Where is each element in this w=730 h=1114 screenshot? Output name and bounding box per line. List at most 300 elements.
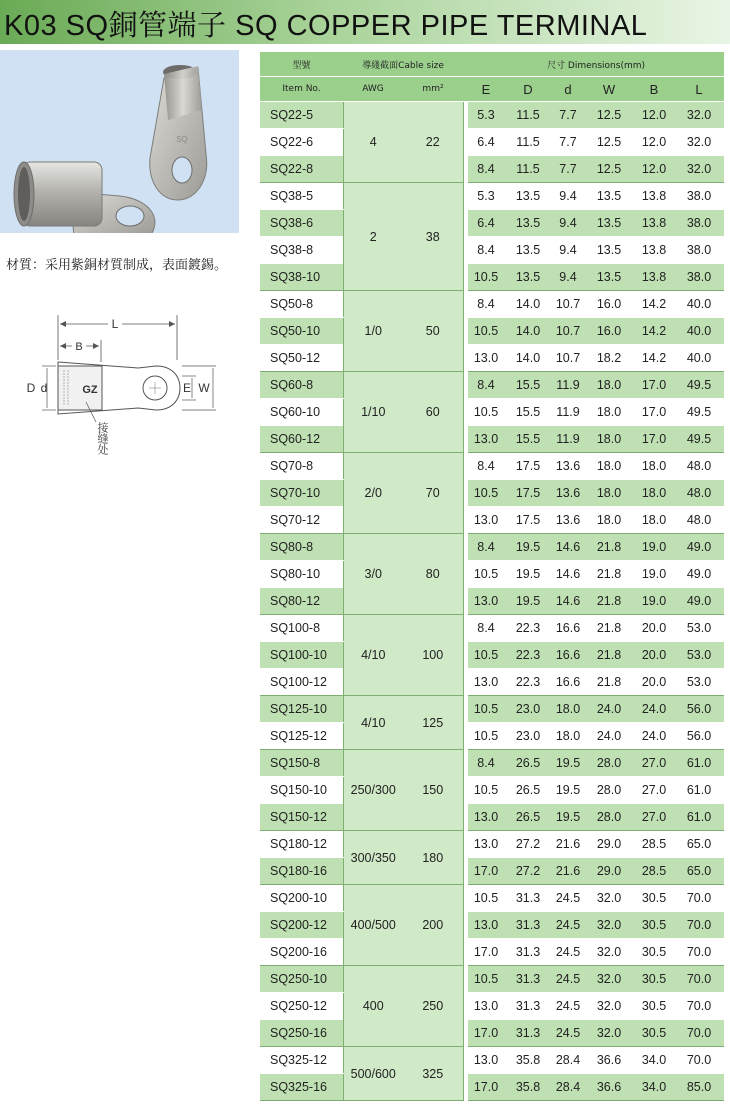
awg-cell: 4/10 bbox=[343, 615, 403, 696]
dim-e-value: 8.4 bbox=[468, 156, 504, 183]
dim-d-small-value: 11.9 bbox=[552, 399, 584, 426]
dim-d-value: 19.5 bbox=[504, 534, 552, 561]
mm2-cell: 250 bbox=[403, 966, 463, 1047]
dim-e-value: 6.4 bbox=[468, 129, 504, 156]
dim-d-value: 22.3 bbox=[504, 615, 552, 642]
header-b: B bbox=[634, 77, 674, 102]
table-row bbox=[260, 993, 724, 1020]
table-row bbox=[260, 534, 724, 561]
dim-d-small-value: 11.9 bbox=[552, 426, 584, 453]
page-title: K03 SQ銅管端子 SQ COPPER PIPE TERMINAL bbox=[4, 10, 648, 42]
dim-b-value: 18.0 bbox=[634, 507, 674, 534]
table-row bbox=[260, 561, 724, 588]
dim-d-value: 31.3 bbox=[504, 912, 552, 939]
table-row bbox=[260, 399, 724, 426]
item-number: SQ80-10 bbox=[260, 561, 343, 588]
item-number: SQ60-12 bbox=[260, 426, 343, 453]
dim-b-value: 30.5 bbox=[634, 885, 674, 912]
dim-d-small-value: 7.7 bbox=[552, 129, 584, 156]
dim-l-value: 38.0 bbox=[674, 183, 724, 210]
table-row bbox=[260, 615, 724, 642]
dim-w-value: 13.5 bbox=[584, 264, 634, 291]
awg-cell: 400/500 bbox=[343, 885, 403, 966]
dim-d-small-value: 28.4 bbox=[552, 1074, 584, 1101]
dim-d-value: 23.0 bbox=[504, 723, 552, 750]
dim-w-value: 32.0 bbox=[584, 885, 634, 912]
dim-w-value: 29.0 bbox=[584, 858, 634, 885]
dim-b-value: 18.0 bbox=[634, 453, 674, 480]
dim-d-small-value: 24.5 bbox=[552, 966, 584, 993]
dim-l-value: 53.0 bbox=[674, 669, 724, 696]
table-row bbox=[260, 912, 724, 939]
dim-l-value: 48.0 bbox=[674, 507, 724, 534]
dim-w-value: 18.0 bbox=[584, 399, 634, 426]
dim-b-value: 30.5 bbox=[634, 912, 674, 939]
dim-l-value: 65.0 bbox=[674, 831, 724, 858]
dim-d-small-value: 24.5 bbox=[552, 1020, 584, 1047]
dim-b-value: 13.8 bbox=[634, 264, 674, 291]
dim-d-small-value: 21.6 bbox=[552, 858, 584, 885]
dim-e-value: 10.5 bbox=[468, 399, 504, 426]
dim-d-small-value: 18.0 bbox=[552, 696, 584, 723]
dim-w-value: 32.0 bbox=[584, 912, 634, 939]
dim-d-small-value: 19.5 bbox=[552, 777, 584, 804]
table-row bbox=[260, 939, 724, 966]
dim-d-small-value: 14.6 bbox=[552, 561, 584, 588]
table-row bbox=[260, 642, 724, 669]
dim-w-value: 24.0 bbox=[584, 723, 634, 750]
dim-l-value: 61.0 bbox=[674, 777, 724, 804]
dim-e-value: 8.4 bbox=[468, 291, 504, 318]
item-number: SQ125-10 bbox=[260, 696, 343, 723]
dim-w-value: 32.0 bbox=[584, 993, 634, 1020]
table-row bbox=[260, 966, 724, 993]
item-number: SQ22-8 bbox=[260, 156, 343, 183]
dim-b-value: 18.0 bbox=[634, 480, 674, 507]
dim-d-value: 15.5 bbox=[504, 399, 552, 426]
item-number: SQ80-12 bbox=[260, 588, 343, 615]
table-row bbox=[260, 831, 724, 858]
item-number: SQ180-16 bbox=[260, 858, 343, 885]
table-row bbox=[260, 588, 724, 615]
table-row bbox=[260, 318, 724, 345]
dim-d-small-value: 21.6 bbox=[552, 831, 584, 858]
dim-w-value: 21.8 bbox=[584, 669, 634, 696]
table-row bbox=[260, 480, 724, 507]
dim-b-value: 28.5 bbox=[634, 858, 674, 885]
table-row bbox=[260, 723, 724, 750]
table-row bbox=[260, 102, 724, 129]
dim-w-value: 12.5 bbox=[584, 156, 634, 183]
engraving-text: SQ bbox=[176, 135, 188, 144]
dim-w-value: 13.5 bbox=[584, 237, 634, 264]
item-number: SQ50-10 bbox=[260, 318, 343, 345]
title-banner bbox=[0, 0, 730, 44]
dim-b-value: 14.2 bbox=[634, 345, 674, 372]
dim-b-value: 28.5 bbox=[634, 831, 674, 858]
table-row bbox=[260, 129, 724, 156]
mm2-cell: 200 bbox=[403, 885, 463, 966]
dim-b-value: 24.0 bbox=[634, 723, 674, 750]
item-number: SQ70-10 bbox=[260, 480, 343, 507]
item-number: SQ250-12 bbox=[260, 993, 343, 1020]
dim-e-value: 6.4 bbox=[468, 210, 504, 237]
dim-w-value: 21.8 bbox=[584, 534, 634, 561]
dim-w-value: 32.0 bbox=[584, 1020, 634, 1047]
dim-b-value: 27.0 bbox=[634, 777, 674, 804]
dim-w-value: 21.8 bbox=[584, 615, 634, 642]
dim-b-value: 24.0 bbox=[634, 696, 674, 723]
item-number: SQ180-12 bbox=[260, 831, 343, 858]
dim-w-value: 28.0 bbox=[584, 777, 634, 804]
dim-l-value: 49.0 bbox=[674, 588, 724, 615]
item-number: SQ60-10 bbox=[260, 399, 343, 426]
dim-w-value: 18.0 bbox=[584, 453, 634, 480]
dim-w-value: 13.5 bbox=[584, 183, 634, 210]
dim-b-value: 27.0 bbox=[634, 750, 674, 777]
dim-d-value: 22.3 bbox=[504, 669, 552, 696]
dim-d-value: 11.5 bbox=[504, 156, 552, 183]
dim-w-value: 13.5 bbox=[584, 210, 634, 237]
dim-d-value: 26.5 bbox=[504, 804, 552, 831]
dim-l-value: 65.0 bbox=[674, 858, 724, 885]
header-item-en: Item No. bbox=[260, 77, 343, 102]
dim-d-small-value: 28.4 bbox=[552, 1047, 584, 1074]
table-row bbox=[260, 426, 724, 453]
dim-l-value: 85.0 bbox=[674, 1074, 724, 1101]
label-d-inner: d bbox=[40, 381, 48, 395]
item-number: SQ100-8 bbox=[260, 615, 343, 642]
table-row bbox=[260, 750, 724, 777]
dim-b-value: 17.0 bbox=[634, 426, 674, 453]
awg-cell: 1/0 bbox=[343, 291, 403, 372]
dim-b-value: 20.0 bbox=[634, 615, 674, 642]
label-e: E bbox=[182, 381, 192, 395]
dim-l-value: 49.5 bbox=[674, 372, 724, 399]
dim-d-small-value: 7.7 bbox=[552, 102, 584, 129]
table-row bbox=[260, 183, 724, 210]
mm2-cell: 22 bbox=[403, 102, 463, 183]
dim-l-value: 56.0 bbox=[674, 723, 724, 750]
dim-d-small-value: 10.7 bbox=[552, 291, 584, 318]
dim-d-value: 11.5 bbox=[504, 102, 552, 129]
awg-cell: 1/10 bbox=[343, 372, 403, 453]
spec-table bbox=[260, 52, 724, 1101]
item-number: SQ38-5 bbox=[260, 183, 343, 210]
dim-d-small-value: 18.0 bbox=[552, 723, 584, 750]
dim-d-value: 13.5 bbox=[504, 183, 552, 210]
dim-d-value: 15.5 bbox=[504, 426, 552, 453]
mm2-cell: 80 bbox=[403, 534, 463, 615]
dim-b-value: 13.8 bbox=[634, 210, 674, 237]
item-number: SQ70-12 bbox=[260, 507, 343, 534]
awg-cell: 250/300 bbox=[343, 750, 403, 831]
dim-e-value: 8.4 bbox=[468, 534, 504, 561]
table-row bbox=[260, 210, 724, 237]
table-row bbox=[260, 507, 724, 534]
dim-w-value: 36.6 bbox=[584, 1047, 634, 1074]
spec-table-body bbox=[260, 102, 724, 1101]
dim-e-value: 10.5 bbox=[468, 318, 504, 345]
dim-l-value: 48.0 bbox=[674, 453, 724, 480]
dim-b-value: 14.2 bbox=[634, 318, 674, 345]
item-number: SQ50-12 bbox=[260, 345, 343, 372]
dim-w-value: 32.0 bbox=[584, 939, 634, 966]
dim-d-small-value: 19.5 bbox=[552, 750, 584, 777]
dim-b-value: 19.0 bbox=[634, 588, 674, 615]
dim-l-value: 38.0 bbox=[674, 237, 724, 264]
dim-d-value: 27.2 bbox=[504, 831, 552, 858]
dim-d-value: 14.0 bbox=[504, 318, 552, 345]
dim-e-value: 13.0 bbox=[468, 669, 504, 696]
dim-d-value: 31.3 bbox=[504, 885, 552, 912]
item-number: SQ80-8 bbox=[260, 534, 343, 561]
item-number: SQ22-5 bbox=[260, 102, 343, 129]
dim-d-small-value: 13.6 bbox=[552, 480, 584, 507]
awg-cell: 300/350 bbox=[343, 831, 403, 885]
dim-b-value: 34.0 bbox=[634, 1074, 674, 1101]
header-w: W bbox=[584, 77, 634, 102]
item-number: SQ100-10 bbox=[260, 642, 343, 669]
dim-w-value: 24.0 bbox=[584, 696, 634, 723]
dim-d-value: 31.3 bbox=[504, 993, 552, 1020]
label-w: W bbox=[198, 381, 210, 395]
item-number: SQ325-16 bbox=[260, 1074, 343, 1101]
dim-w-value: 28.0 bbox=[584, 804, 634, 831]
dim-l-value: 40.0 bbox=[674, 318, 724, 345]
mm2-cell: 180 bbox=[403, 831, 463, 885]
table-row bbox=[260, 237, 724, 264]
dim-d-small-value: 10.7 bbox=[552, 318, 584, 345]
item-number: SQ200-10 bbox=[260, 885, 343, 912]
header-awg: AWG bbox=[343, 77, 403, 102]
table-row bbox=[260, 264, 724, 291]
dim-d-value: 13.5 bbox=[504, 210, 552, 237]
item-number: SQ50-8 bbox=[260, 291, 343, 318]
dim-d-value: 22.3 bbox=[504, 642, 552, 669]
dim-b-value: 30.5 bbox=[634, 966, 674, 993]
dim-d-value: 17.5 bbox=[504, 480, 552, 507]
dim-d-small-value: 24.5 bbox=[552, 912, 584, 939]
dim-w-value: 29.0 bbox=[584, 831, 634, 858]
dim-d-small-value: 24.5 bbox=[552, 885, 584, 912]
header-dimensions: 尺寸 Dimensions(mm) bbox=[468, 52, 724, 77]
dim-d-small-value: 24.5 bbox=[552, 939, 584, 966]
dim-l-value: 70.0 bbox=[674, 993, 724, 1020]
mm2-cell: 325 bbox=[403, 1047, 463, 1101]
header-e: E bbox=[468, 77, 504, 102]
dim-b-value: 13.8 bbox=[634, 183, 674, 210]
awg-cell: 400 bbox=[343, 966, 403, 1047]
dim-w-value: 28.0 bbox=[584, 750, 634, 777]
dim-w-value: 18.0 bbox=[584, 507, 634, 534]
dim-d-small-value: 7.7 bbox=[552, 156, 584, 183]
dim-b-value: 30.5 bbox=[634, 993, 674, 1020]
awg-cell: 2 bbox=[343, 183, 403, 291]
dim-d-small-value: 16.6 bbox=[552, 642, 584, 669]
dim-d-small-value: 9.4 bbox=[552, 210, 584, 237]
dim-d-small-value: 11.9 bbox=[552, 372, 584, 399]
dimension-diagram bbox=[20, 310, 220, 470]
dim-l-value: 56.0 bbox=[674, 696, 724, 723]
dim-e-value: 8.4 bbox=[468, 237, 504, 264]
dim-d-small-value: 9.4 bbox=[552, 183, 584, 210]
table-row bbox=[260, 345, 724, 372]
dim-d-value: 14.0 bbox=[504, 345, 552, 372]
material-note: 材質：采用紫銅材質制成，表面鍍錫。 bbox=[6, 258, 228, 273]
dim-b-value: 12.0 bbox=[634, 156, 674, 183]
dim-l-value: 70.0 bbox=[674, 885, 724, 912]
dim-d-small-value: 13.6 bbox=[552, 507, 584, 534]
item-number: SQ150-12 bbox=[260, 804, 343, 831]
mm2-cell: 38 bbox=[403, 183, 463, 291]
item-number: SQ38-10 bbox=[260, 264, 343, 291]
dim-w-value: 18.2 bbox=[584, 345, 634, 372]
awg-cell: 4/10 bbox=[343, 696, 403, 750]
dim-l-value: 40.0 bbox=[674, 291, 724, 318]
table-row bbox=[260, 1047, 724, 1074]
dim-e-value: 13.0 bbox=[468, 804, 504, 831]
item-number: SQ38-6 bbox=[260, 210, 343, 237]
mm2-cell: 150 bbox=[403, 750, 463, 831]
dim-d-value: 17.5 bbox=[504, 507, 552, 534]
header-d: D bbox=[504, 77, 552, 102]
dim-e-value: 13.0 bbox=[468, 1047, 504, 1074]
dim-d-value: 35.8 bbox=[504, 1074, 552, 1101]
dim-b-value: 14.2 bbox=[634, 291, 674, 318]
header-item-cn: 型號 bbox=[260, 52, 343, 77]
dim-d-value: 19.5 bbox=[504, 588, 552, 615]
dim-w-value: 21.8 bbox=[584, 588, 634, 615]
item-number: SQ60-8 bbox=[260, 372, 343, 399]
dim-e-value: 10.5 bbox=[468, 723, 504, 750]
dim-l-value: 49.5 bbox=[674, 399, 724, 426]
awg-cell: 500/600 bbox=[343, 1047, 403, 1101]
dim-d-small-value: 13.6 bbox=[552, 453, 584, 480]
dim-e-value: 10.5 bbox=[468, 561, 504, 588]
dim-e-value: 10.5 bbox=[468, 480, 504, 507]
dim-d-value: 31.3 bbox=[504, 966, 552, 993]
table-row bbox=[260, 156, 724, 183]
dim-d-small-value: 9.4 bbox=[552, 264, 584, 291]
dim-l-value: 61.0 bbox=[674, 804, 724, 831]
table-row bbox=[260, 696, 724, 723]
dim-l-value: 70.0 bbox=[674, 966, 724, 993]
item-number: SQ100-12 bbox=[260, 669, 343, 696]
dim-l-value: 70.0 bbox=[674, 912, 724, 939]
dim-d-value: 13.5 bbox=[504, 264, 552, 291]
weld-note: 接缝处 bbox=[96, 422, 108, 455]
item-number: SQ325-12 bbox=[260, 1047, 343, 1074]
dim-e-value: 17.0 bbox=[468, 939, 504, 966]
dim-b-value: 17.0 bbox=[634, 399, 674, 426]
dim-e-value: 5.3 bbox=[468, 102, 504, 129]
dim-b-value: 19.0 bbox=[634, 561, 674, 588]
dim-w-value: 18.0 bbox=[584, 480, 634, 507]
dim-w-value: 16.0 bbox=[584, 318, 634, 345]
dim-l-value: 61.0 bbox=[674, 750, 724, 777]
dim-d-small-value: 16.6 bbox=[552, 669, 584, 696]
dim-e-value: 10.5 bbox=[468, 696, 504, 723]
dim-l-value: 49.5 bbox=[674, 426, 724, 453]
header-d-small: d bbox=[552, 77, 584, 102]
table-row bbox=[260, 804, 724, 831]
item-number: SQ125-12 bbox=[260, 723, 343, 750]
dim-d-value: 23.0 bbox=[504, 696, 552, 723]
dim-d-value: 31.3 bbox=[504, 939, 552, 966]
dim-e-value: 8.4 bbox=[468, 453, 504, 480]
dim-l-value: 38.0 bbox=[674, 210, 724, 237]
dim-d-small-value: 14.6 bbox=[552, 534, 584, 561]
dim-e-value: 17.0 bbox=[468, 1074, 504, 1101]
dim-d-small-value: 10.7 bbox=[552, 345, 584, 372]
dim-w-value: 18.0 bbox=[584, 426, 634, 453]
dim-l-value: 53.0 bbox=[674, 642, 724, 669]
dim-w-value: 18.0 bbox=[584, 372, 634, 399]
table-row bbox=[260, 291, 724, 318]
dim-e-value: 13.0 bbox=[468, 831, 504, 858]
copper-lug-photo bbox=[0, 50, 239, 233]
dim-e-value: 8.4 bbox=[468, 750, 504, 777]
table-row bbox=[260, 858, 724, 885]
dim-d-value: 27.2 bbox=[504, 858, 552, 885]
dim-l-value: 48.0 bbox=[674, 480, 724, 507]
dim-d-value: 19.5 bbox=[504, 561, 552, 588]
mm2-cell: 50 bbox=[403, 291, 463, 372]
dim-l-value: 49.0 bbox=[674, 561, 724, 588]
item-number: SQ200-12 bbox=[260, 912, 343, 939]
product-photo bbox=[0, 50, 239, 233]
item-number: SQ38-8 bbox=[260, 237, 343, 264]
dim-d-value: 11.5 bbox=[504, 129, 552, 156]
mm2-cell: 70 bbox=[403, 453, 463, 534]
table-row bbox=[260, 885, 724, 912]
dim-w-value: 36.6 bbox=[584, 1074, 634, 1101]
item-number: SQ250-10 bbox=[260, 966, 343, 993]
dim-e-value: 10.5 bbox=[468, 966, 504, 993]
awg-cell: 3/0 bbox=[343, 534, 403, 615]
dim-b-value: 19.0 bbox=[634, 534, 674, 561]
label-l: L bbox=[111, 317, 119, 331]
dim-w-value: 21.8 bbox=[584, 642, 634, 669]
dim-d-small-value: 16.6 bbox=[552, 615, 584, 642]
dim-e-value: 13.0 bbox=[468, 345, 504, 372]
dim-d-value: 17.5 bbox=[504, 453, 552, 480]
table-row bbox=[260, 372, 724, 399]
dim-l-value: 32.0 bbox=[674, 156, 724, 183]
dim-l-value: 38.0 bbox=[674, 264, 724, 291]
header-cable: 導綫截面Cable size bbox=[343, 52, 463, 77]
table-row bbox=[260, 1020, 724, 1047]
header-mm2: mm² bbox=[403, 77, 463, 102]
dim-l-value: 49.0 bbox=[674, 534, 724, 561]
dim-b-value: 34.0 bbox=[634, 1047, 674, 1074]
dim-d-value: 13.5 bbox=[504, 237, 552, 264]
dim-d-value: 31.3 bbox=[504, 1020, 552, 1047]
dim-d-small-value: 24.5 bbox=[552, 993, 584, 1020]
mm2-cell: 60 bbox=[403, 372, 463, 453]
item-number: SQ250-16 bbox=[260, 1020, 343, 1047]
mark-text: GZ bbox=[82, 384, 98, 396]
table-row bbox=[260, 1074, 724, 1101]
item-number: SQ70-8 bbox=[260, 453, 343, 480]
dim-e-value: 10.5 bbox=[468, 777, 504, 804]
item-number: SQ22-6 bbox=[260, 129, 343, 156]
dim-e-value: 5.3 bbox=[468, 183, 504, 210]
dim-l-value: 32.0 bbox=[674, 102, 724, 129]
label-d-outer: D bbox=[26, 381, 36, 395]
dim-d-value: 15.5 bbox=[504, 372, 552, 399]
